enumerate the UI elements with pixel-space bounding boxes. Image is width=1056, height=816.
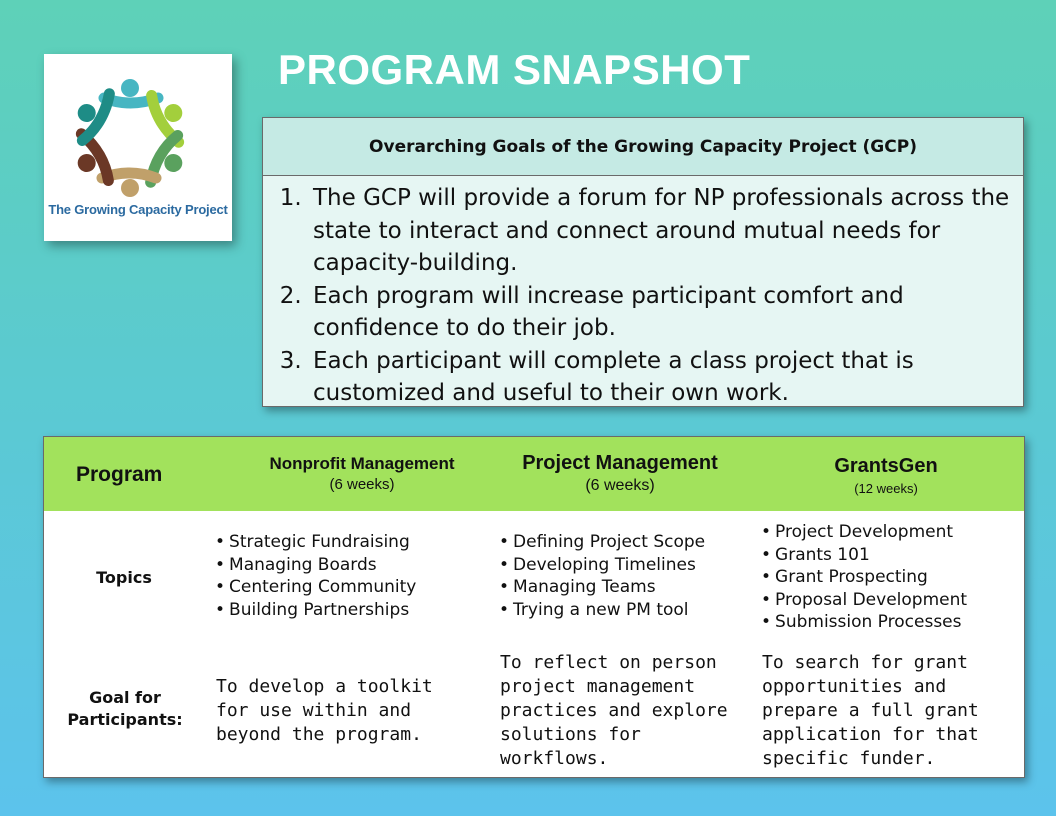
topic-item: • Trying a new PM tool [499, 599, 705, 622]
topic-item: • Grant Prospecting [761, 566, 967, 589]
column-duration: (6 weeks) [585, 477, 655, 494]
topic-item: • Grants 101 [761, 544, 967, 567]
column-name: GrantsGen [834, 455, 938, 477]
column-duration: (12 weeks) [854, 481, 918, 496]
goals-box [262, 117, 1024, 407]
goal-item: 1. The GCP will provide a forum for NP professionals across the state to interact and connect around mutual needs for capacity-building. [309, 182, 1023, 280]
topics-list-nonprofit [215, 531, 416, 621]
topic-item: • Developing Timelines [499, 554, 705, 577]
logo-card [44, 54, 232, 241]
topic-item: • Submission Processes [761, 611, 967, 634]
topics-row-label: Topics [96, 568, 152, 587]
topic-item: • Building Partnerships [215, 599, 416, 622]
goal-item: 2. Each program will increase participant comfort and confidence to do their job. [309, 280, 1023, 345]
goal-label-line: Goal for [89, 688, 161, 707]
program-table [43, 436, 1025, 778]
goal-item: 3. Each participant will complete a class project that is customized and useful to their own work. [309, 345, 1023, 410]
topic-item: • Strategic Fundraising [215, 531, 416, 554]
topics-list-grantsgen [761, 521, 967, 634]
column-name: Nonprofit Management [269, 454, 455, 473]
topics-list-project [499, 531, 705, 621]
topic-item: • Defining Project Scope [499, 531, 705, 554]
goals-heading: Overarching Goals of the Growing Capacity Project (GCP) [263, 118, 1023, 176]
column-title-project [479, 452, 761, 495]
logo-caption: The Growing Capacity Project [48, 202, 228, 217]
topic-item: • Managing Teams [499, 576, 705, 599]
goals-list [263, 176, 1023, 410]
goal-row-label [50, 687, 200, 731]
goal-label-line: Participants: [67, 710, 183, 729]
column-title-grantsgen [796, 455, 976, 496]
topic-item: • Proposal Development [761, 589, 967, 612]
column-name: Project Management [522, 452, 718, 474]
topic-item: • Centering Community [215, 576, 416, 599]
goal-text-grantsgen: To search for grant opportunities and prepare a full grant application for that specific funder. [762, 652, 979, 769]
topic-item: • Project Development [761, 521, 967, 544]
column-title-nonprofit [212, 454, 512, 493]
topic-item: • Managing Boards [215, 554, 416, 577]
column-duration: (6 weeks) [329, 476, 395, 493]
program-header-label: Program [76, 463, 163, 486]
goal-text-nonprofit: To develop a toolkit for use within and beyond the program. [216, 676, 433, 745]
goal-text-project: To reflect on person project management practices and explore solutions for workflows. [500, 652, 728, 769]
people-circle-logo-icon [44, 54, 232, 204]
page-title: PROGRAM SNAPSHOT [278, 46, 751, 93]
